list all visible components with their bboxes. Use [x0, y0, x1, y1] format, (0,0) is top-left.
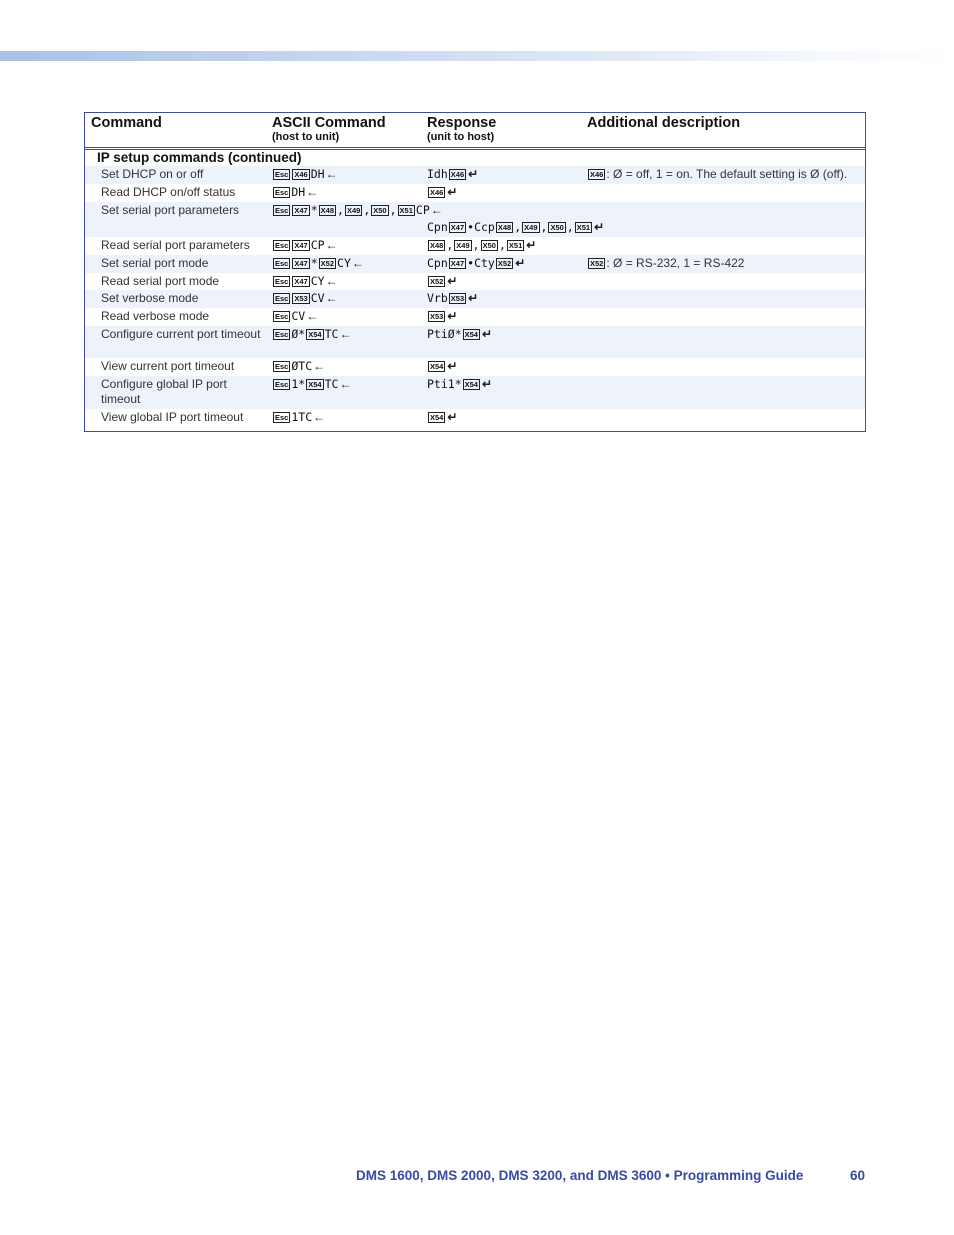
code-text: CV — [310, 291, 325, 305]
code-text: Ø* — [291, 327, 306, 341]
code-text: , — [363, 203, 371, 217]
variable-box: X46 — [430, 188, 444, 197]
code-text: Ø — [806, 167, 820, 181]
variable-box: X51 — [399, 206, 413, 215]
line-feed-icon: ↵ — [447, 274, 458, 288]
code-text: •Ccp — [467, 220, 495, 234]
command-cell: Configure current port timeout — [101, 327, 261, 341]
command-cell: Configure global IP port timeout — [101, 377, 227, 406]
escape-key-icon: Esc — [275, 188, 289, 197]
code-text: : — [606, 167, 610, 181]
code-text: Ø — [609, 167, 623, 181]
carriage-return-icon: ← — [306, 309, 319, 323]
variable-box: X47 — [294, 277, 308, 286]
code-text: , — [498, 238, 506, 252]
variable-box: X46 — [450, 170, 465, 179]
variable-box: X50 — [482, 241, 496, 250]
escape-key-icon: Esc — [275, 380, 289, 389]
variable-box: X50 — [373, 206, 387, 215]
ascii-command-cell — [272, 238, 338, 253]
ascii-command-cell — [272, 359, 325, 374]
code-text: Idh — [427, 167, 448, 181]
escape-key-icon: Esc — [275, 330, 289, 339]
code-text: Ø — [609, 256, 623, 270]
code-text: , — [389, 203, 397, 217]
carriage-return-icon: ← — [325, 238, 338, 252]
line-feed-icon: ↵ — [468, 167, 479, 181]
code-text: Cpn — [427, 220, 448, 234]
table-row — [85, 326, 865, 358]
code-text: , — [514, 220, 522, 234]
line-feed-icon: ↵ — [594, 220, 605, 234]
escape-key-icon: Esc — [275, 241, 289, 250]
code-text: 1 — [652, 167, 663, 181]
escape-key-icon: Esc — [275, 259, 289, 268]
carriage-return-icon: ← — [325, 167, 338, 181]
variable-box: X46 — [294, 170, 308, 179]
description-cell — [587, 167, 847, 182]
response-cell — [427, 185, 457, 200]
description-cell — [587, 256, 744, 271]
response-cell — [427, 327, 492, 342]
code-text: , — [446, 238, 454, 252]
response-cell — [427, 309, 457, 324]
variable-box: X54 — [430, 362, 444, 371]
code-text: 1* — [291, 377, 306, 391]
response-cell — [427, 377, 492, 392]
command-cell: Set serial port mode — [101, 256, 209, 270]
variable-box: X49 — [524, 223, 538, 232]
response-cell — [427, 291, 478, 306]
header-description: Additional description — [587, 115, 741, 131]
code-text: •Cty — [467, 256, 495, 270]
response-cell — [427, 410, 457, 425]
variable-box: X47 — [450, 259, 465, 268]
code-text: * — [310, 256, 318, 270]
header-command: Command — [91, 115, 162, 131]
code-text: on. — [672, 167, 693, 181]
code-text: DH — [310, 167, 325, 181]
code-text: CY — [337, 256, 351, 270]
carriage-return-icon: ← — [313, 410, 326, 424]
table-row — [85, 409, 865, 427]
variable-box: X53 — [450, 294, 465, 303]
command-cell: Read serial port mode — [101, 274, 220, 288]
variable-box: X47 — [294, 259, 308, 268]
table-row — [85, 202, 865, 237]
variable-box: X50 — [550, 223, 564, 232]
line-feed-icon: ↵ — [481, 377, 493, 391]
code-text: 1TC — [291, 410, 313, 424]
code-text: , — [337, 203, 344, 217]
command-cell: Set verbose mode — [101, 291, 199, 305]
variable-box: X54 — [430, 413, 444, 422]
line-feed-icon: ↵ — [481, 327, 493, 341]
ascii-command-cell — [272, 291, 338, 306]
variable-box: X51 — [576, 223, 591, 232]
header-response: Response (unit to host) — [427, 115, 497, 143]
ascii-command-cell — [272, 377, 351, 392]
variable-box: X52 — [590, 259, 604, 268]
carriage-return-icon: ← — [351, 256, 364, 270]
ascii-command-cell — [272, 256, 364, 271]
line-feed-icon: ↵ — [447, 359, 458, 373]
variable-box: X52 — [430, 277, 444, 286]
variable-box: X53 — [294, 294, 308, 303]
code-text: = — [690, 256, 701, 270]
header-gradient-bar — [0, 51, 954, 61]
response-cell — [427, 220, 604, 235]
code-text: Pti1* — [427, 377, 462, 391]
response-cell — [427, 167, 478, 182]
table-header — [85, 113, 865, 148]
code-text: , — [540, 220, 548, 234]
ascii-command-cell — [272, 309, 318, 324]
variable-box: X52 — [497, 259, 512, 268]
ascii-command-cell — [272, 274, 338, 289]
variable-box: X51 — [508, 241, 523, 250]
command-cell: Read DHCP on/off status — [101, 185, 236, 199]
ascii-command-cell — [272, 327, 351, 342]
table-row — [85, 237, 865, 255]
ascii-command-cell — [272, 203, 443, 218]
response-cell — [427, 238, 536, 253]
carriage-return-icon: ← — [325, 274, 338, 288]
code-text: , — [566, 220, 574, 234]
variable-box: X53 — [430, 312, 444, 321]
command-cell: Read verbose mode — [101, 309, 210, 323]
variable-box: X48 — [430, 241, 444, 250]
code-text: CP — [415, 203, 430, 217]
command-cell: View current port timeout — [101, 359, 235, 373]
code-text: off, — [632, 167, 653, 181]
code-text: CP — [310, 238, 325, 252]
variable-box: X47 — [450, 223, 465, 232]
escape-key-icon: Esc — [275, 206, 289, 215]
code-text: = — [662, 167, 673, 181]
command-cell: Set serial port parameters — [101, 203, 240, 217]
table-row — [85, 290, 865, 308]
code-text: RS-422 — [700, 256, 745, 270]
variable-box: X49 — [346, 206, 361, 215]
code-text: TC — [324, 327, 339, 341]
code-text: (off). — [819, 167, 848, 181]
command-table — [84, 112, 866, 432]
command-cell: Set DHCP on or off — [101, 167, 204, 181]
code-text: Vrb — [427, 291, 448, 305]
code-text: CV — [291, 309, 306, 323]
variable-box: X52 — [320, 259, 335, 268]
response-cell — [427, 274, 457, 289]
variable-box: X47 — [294, 206, 308, 215]
line-feed-icon: ↵ — [515, 256, 526, 270]
code-text: PtiØ* — [427, 327, 462, 341]
escape-key-icon: Esc — [275, 362, 289, 371]
code-text: setting — [756, 167, 795, 181]
ascii-command-cell — [272, 167, 338, 182]
table-row — [85, 308, 865, 326]
carriage-return-icon: ← — [339, 327, 352, 341]
line-feed-icon: ↵ — [447, 410, 458, 424]
code-text: RS-232, — [632, 256, 681, 270]
section-title: IP setup commands (continued) — [97, 150, 302, 165]
table-row — [85, 184, 865, 202]
table-row — [85, 273, 865, 290]
ascii-command-cell — [272, 410, 325, 425]
code-text: Cpn — [427, 256, 448, 270]
table-row — [85, 358, 865, 376]
carriage-return-icon: ← — [430, 203, 443, 217]
carriage-return-icon: ← — [339, 377, 352, 391]
code-text: , — [472, 238, 480, 252]
variable-box: X48 — [497, 223, 512, 232]
escape-key-icon: Esc — [275, 170, 289, 179]
code-text: ØTC — [291, 359, 313, 373]
line-feed-icon: ↵ — [447, 309, 458, 323]
code-text: * — [310, 203, 318, 217]
code-text: TC — [324, 377, 339, 391]
response-cell — [427, 256, 525, 271]
code-text: is — [794, 167, 807, 181]
escape-key-icon: Esc — [275, 277, 289, 286]
carriage-return-icon: ← — [313, 359, 326, 373]
table-row — [85, 376, 865, 409]
footer-title: DMS 1600, DMS 2000, DMS 3200, and DMS 3600 • Programming Guide — [356, 1168, 804, 1183]
code-text: default — [716, 167, 757, 181]
code-text: = — [622, 256, 633, 270]
carriage-return-icon: ← — [306, 185, 319, 199]
escape-key-icon: Esc — [275, 312, 289, 321]
page-number: 60 — [850, 1168, 866, 1183]
command-cell: View global IP port timeout — [101, 410, 244, 424]
variable-box: X46 — [590, 170, 604, 179]
variable-box: X48 — [320, 206, 335, 215]
header-ascii: ASCII Command (host to unit) — [272, 115, 386, 143]
code-text: DH — [291, 185, 306, 199]
table-row — [85, 166, 865, 184]
variable-box: X54 — [464, 330, 478, 339]
carriage-return-icon: ← — [325, 291, 338, 305]
command-cell: Read serial port parameters — [101, 238, 250, 252]
ascii-command-cell — [272, 185, 318, 200]
variable-box: X54 — [464, 380, 478, 389]
code-text: The — [692, 167, 717, 181]
variable-box: X49 — [456, 241, 470, 250]
table-row — [85, 255, 865, 273]
code-text: 1 — [680, 256, 691, 270]
variable-box: X54 — [308, 380, 322, 389]
variable-box: X54 — [308, 330, 322, 339]
response-cell — [427, 359, 457, 374]
variable-box: X47 — [294, 241, 308, 250]
code-text: = — [622, 167, 633, 181]
code-text: CY — [310, 274, 325, 288]
escape-key-icon: Esc — [275, 294, 289, 303]
escape-key-icon: Esc — [275, 413, 289, 422]
line-feed-icon: ↵ — [526, 238, 537, 252]
line-feed-icon: ↵ — [468, 291, 479, 305]
line-feed-icon: ↵ — [447, 185, 458, 199]
code-text: : — [606, 256, 610, 270]
